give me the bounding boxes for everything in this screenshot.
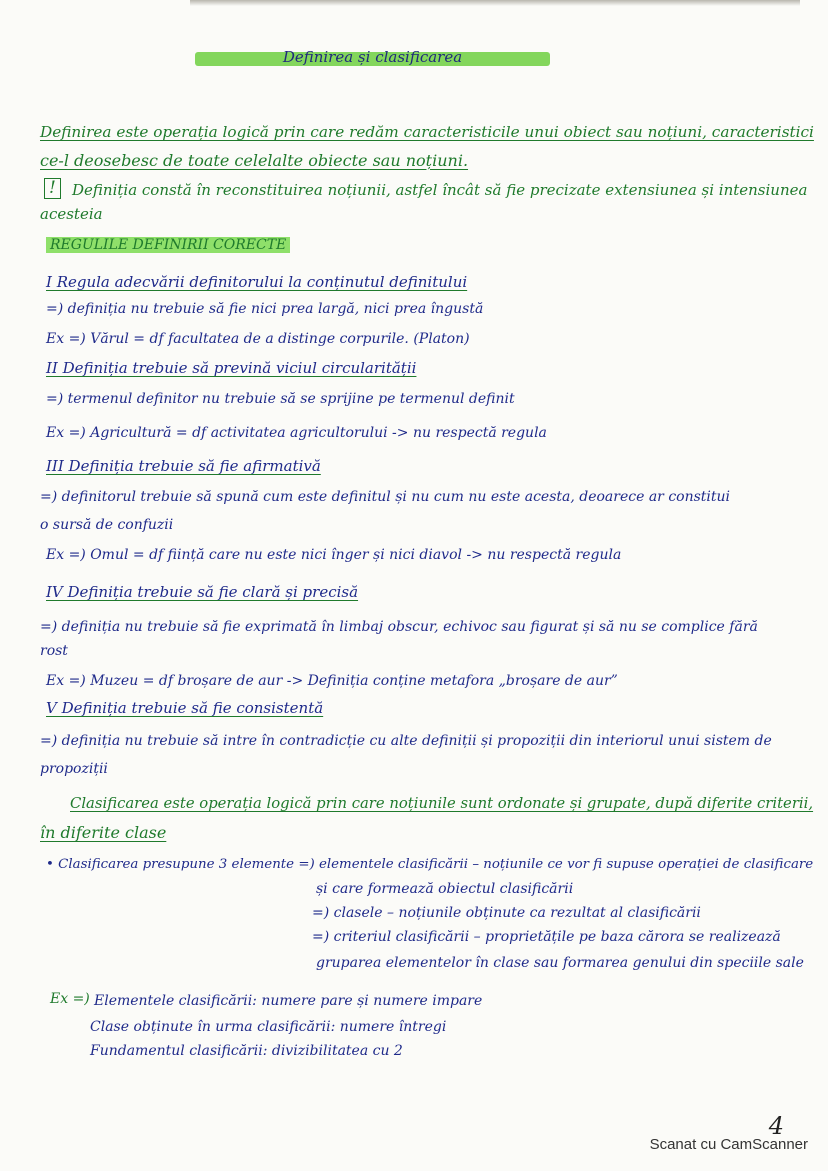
rule-3-text-1: =) definitorul trebuie să spună cum este definitul și nu cum nu este acesta, deoarece ar constitui xyxy=(40,489,731,505)
classification-criterion-line-2: gruparea elementelor în clase sau formarea genului din speciile sale xyxy=(316,955,804,971)
classification-definition-1: Clasificarea este operația logică prin care noțiunile sunt ordonate și grupate, după diferite criterii, xyxy=(70,795,814,812)
page-number: 4 xyxy=(768,1112,784,1140)
definition-note-line-1: Definiția constă în reconstituirea noțiunii, astfel încât să fie precizate extensiunea și intensiunea xyxy=(72,181,808,199)
scanner-watermark: Scanat cu CamScanner xyxy=(649,1136,808,1153)
classification-criterion: =) criteriul clasificării – proprietățile pe baza cărora se realizează xyxy=(312,929,781,945)
rule-3-text-2: o sursă de confuzii xyxy=(40,517,174,533)
rule-4-example: Ex =) Muzeu = df broșare de aur -> Definiția conține metafora „broșare de aur” xyxy=(46,673,618,689)
rule-2-title: II Definiția trebuie să prevină viciul circularității xyxy=(46,359,417,377)
definition-line-1: Definirea este operația logică prin care redăm caracteristicile unui obiect sau noțiuni, caracteristici xyxy=(40,123,814,141)
title-block xyxy=(195,48,550,70)
rules-heading xyxy=(46,238,290,253)
rule-2-text: =) termenul definitor nu trebuie să se sprijine pe termenul definit xyxy=(46,391,515,407)
rule-5-title: V Definiția trebuie să fie consistentă xyxy=(46,699,324,717)
scan-shadow xyxy=(190,0,800,6)
example-line-1: Elementele clasificării: numere pare și numere impare xyxy=(94,993,483,1009)
classification-classes: =) clasele – noțiunile obținute ca rezultat al clasificării xyxy=(312,905,701,921)
rules-heading-text: REGULILE DEFINIRII CORECTE xyxy=(46,237,290,253)
rule-3-title: III Definiția trebuie să fie afirmativă xyxy=(46,457,321,475)
rule-4-title: IV Definiția trebuie să fie clară și precisă xyxy=(46,583,359,601)
classification-definition-2: în diferite clase xyxy=(40,823,167,842)
page-title: Definirea și clasificarea xyxy=(282,48,463,66)
definition-line-2: ce-l deosebesc de toate celelalte obiecte sau noțiuni. xyxy=(40,151,469,170)
rule-1-title: I Regula adecvării definitorului la conținutul definitului xyxy=(46,273,468,291)
definition-note-line-2: acesteia xyxy=(40,205,103,223)
example-line-3: Fundamentul clasificării: divizibilitatea cu 2 xyxy=(90,1043,403,1059)
rule-4-text-1: =) definiția nu trebuie să fie exprimată în limbaj obscur, echivoc sau figurat și să nu se complice fără xyxy=(40,619,758,635)
rule-2-example: Ex =) Agricultură = df activitatea agricultorului -> nu respectă regula xyxy=(46,425,547,441)
rule-1-text: =) definiția nu trebuie să fie nici prea largă, nici prea îngustă xyxy=(46,301,484,317)
example-line-2: Clase obținute în urma clasificării: numere întregi xyxy=(90,1019,447,1035)
rule-3-example: Ex =) Omul = df ființă care nu este nici înger și nici diavol -> nu respectă regula xyxy=(46,547,622,563)
classification-elements-bullet: • Clasificarea presupune 3 elemente =) elementele clasificării – noțiunile ce vor fi supuse operației de clasificare xyxy=(46,857,814,872)
classification-elements-line-2: și care formează obiectul clasificării xyxy=(316,881,574,897)
example-prefix: Ex =) xyxy=(50,991,90,1007)
rule-5-text-1: =) definiția nu trebuie să intre în contradicție cu alte definiții și propoziții din interiorul unui sistem de xyxy=(40,733,772,749)
warning-icon: ! xyxy=(44,178,61,199)
rule-1-example: Ex =) Vărul = df facultatea de a distinge corpurile. (Platon) xyxy=(46,331,470,347)
rule-5-text-2: propoziții xyxy=(40,761,108,777)
rule-4-text-2: rost xyxy=(40,643,68,659)
